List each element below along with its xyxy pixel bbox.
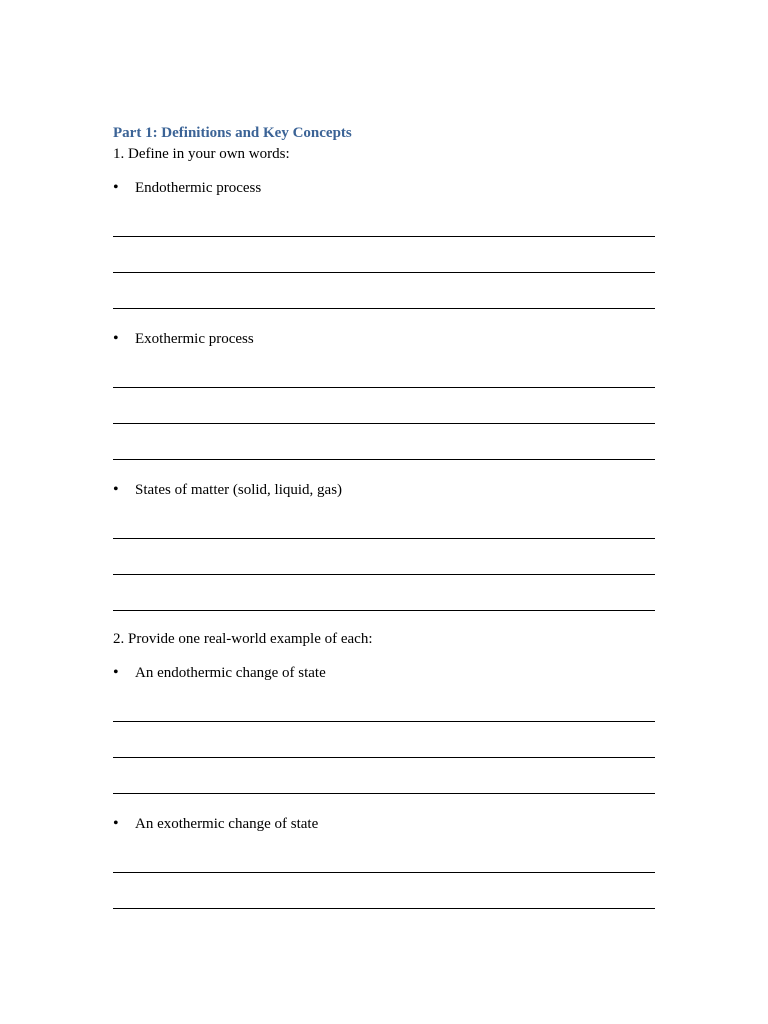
list-item-label: An endothermic change of state — [135, 665, 326, 681]
answer-line[interactable] — [113, 908, 655, 909]
list-item-label: An exothermic change of state — [135, 816, 319, 832]
bullet-icon: • — [113, 664, 119, 681]
answer-line[interactable] — [113, 610, 655, 611]
answer-line[interactable] — [113, 272, 655, 273]
list-item-label: Endothermic process — [135, 180, 262, 196]
section-heading: Part 1: Definitions and Key Concepts — [113, 125, 352, 141]
answer-line[interactable] — [113, 793, 655, 794]
worksheet-page — [113, 122, 655, 909]
list-item-endothermic-change — [113, 663, 655, 683]
answer-line[interactable] — [113, 721, 655, 722]
bullet-icon: • — [113, 330, 119, 347]
answer-line[interactable] — [113, 387, 655, 388]
answer-line[interactable] — [113, 459, 655, 460]
bullet-icon: • — [113, 179, 119, 196]
list-item-states-of-matter — [113, 480, 655, 500]
answer-line[interactable] — [113, 236, 655, 237]
answer-line[interactable] — [113, 538, 655, 539]
list-item-exothermic-process — [113, 329, 655, 349]
answer-line[interactable] — [113, 423, 655, 424]
bullet-icon: • — [113, 815, 119, 832]
answer-line[interactable] — [113, 308, 655, 309]
question-2-prompt: 2. Provide one real-world example of each: — [113, 631, 373, 647]
answer-line[interactable] — [113, 872, 655, 873]
answer-line[interactable] — [113, 574, 655, 575]
list-item-exothermic-change — [113, 814, 655, 834]
bullet-icon: • — [113, 481, 119, 498]
list-item-label: Exothermic process — [135, 331, 254, 347]
question-1-prompt: 1. Define in your own words: — [113, 146, 290, 162]
list-item-endothermic-process — [113, 178, 655, 198]
answer-line[interactable] — [113, 757, 655, 758]
list-item-label: States of matter (solid, liquid, gas) — [135, 482, 343, 498]
